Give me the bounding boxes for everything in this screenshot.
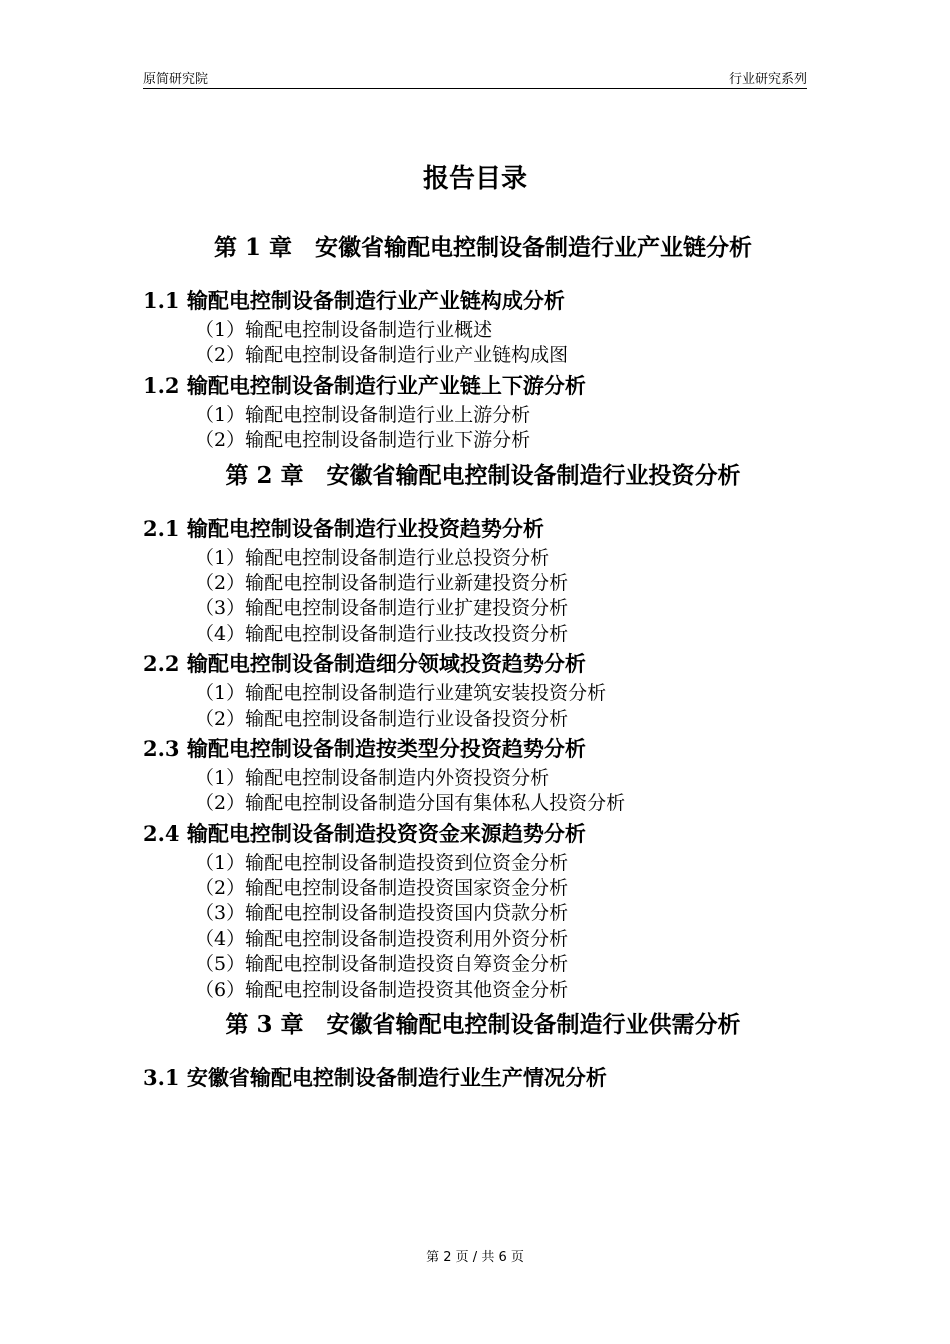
- toc-item: （2）输配电控制设备制造投资国家资金分析: [195, 877, 569, 900]
- toc-section: 2.4 输配电控制设备制造投资资金来源趋势分析: [143, 820, 586, 846]
- toc-section: 3.1 安徽省输配电控制设备制造行业生产情况分析: [143, 1065, 607, 1091]
- toc-item: （1）输配电控制设备制造投资到位资金分析: [195, 851, 569, 874]
- toc-item: （2）输配电控制设备制造行业产业链构成图: [195, 344, 569, 367]
- header-org-name: 原简研究院: [143, 72, 209, 87]
- toc-item: （1）输配电控制设备制造内外资投资分析: [195, 766, 550, 789]
- toc-item: （4）输配电控制设备制造行业技改投资分析: [195, 622, 569, 645]
- page-footer: 第 2 页 / 共 6 页: [426, 1250, 524, 1265]
- toc-section: 1.1 输配电控制设备制造行业产业链构成分析: [143, 288, 565, 313]
- toc-item: （1）输配电控制设备制造行业建筑安装投资分析: [195, 682, 607, 705]
- toc-item: （2）输配电控制设备制造分国有集体私人投资分析: [195, 792, 626, 815]
- page-title: 报告目录: [422, 164, 527, 194]
- table-of-contents: [143, 230, 823, 1095]
- toc-item: （2）输配电控制设备制造行业新建投资分析: [195, 571, 569, 594]
- toc-item: （4）输配电控制设备制造投资利用外资分析: [195, 927, 569, 950]
- toc-item: （1）输配电控制设备制造行业概述: [195, 319, 493, 341]
- toc-item: （5）输配电控制设备制造投资自筹资金分析: [195, 953, 569, 976]
- toc-item: （2）输配电控制设备制造行业下游分析: [195, 429, 531, 452]
- toc-section: 1.2 输配电控制设备制造行业产业链上下游分析: [143, 372, 586, 398]
- toc-item: （6）输配电控制设备制造投资其他资金分析: [195, 978, 569, 1001]
- toc-item: （1）输配电控制设备制造行业上游分析: [195, 403, 531, 426]
- toc-item: （1）输配电控制设备制造行业总投资分析: [195, 546, 550, 569]
- toc-item: （3）输配电控制设备制造投资国内贷款分析: [195, 902, 569, 925]
- toc-item: （3）输配电控制设备制造行业扩建投资分析: [195, 597, 569, 620]
- toc-section: 2.3 输配电控制设备制造按类型分投资趋势分析: [143, 735, 586, 761]
- toc-chapter: 第 1 章 安徽省输配电控制设备制造行业产业链分析: [213, 234, 753, 261]
- toc-section: 2.2 输配电控制设备制造细分领域投资趋势分析: [143, 651, 586, 677]
- toc-item: （2）输配电控制设备制造行业设备投资分析: [195, 707, 569, 730]
- toc-chapter: 第 3 章 安徽省输配电控制设备制造行业供需分析: [225, 1011, 741, 1039]
- header-series-name: 行业研究系列: [728, 72, 807, 87]
- page-header: [143, 66, 807, 89]
- toc-section: 2.1 输配电控制设备制造行业投资趋势分析: [143, 515, 544, 541]
- toc-chapter: 第 2 章 安徽省输配电控制设备制造行业投资分析: [225, 461, 741, 489]
